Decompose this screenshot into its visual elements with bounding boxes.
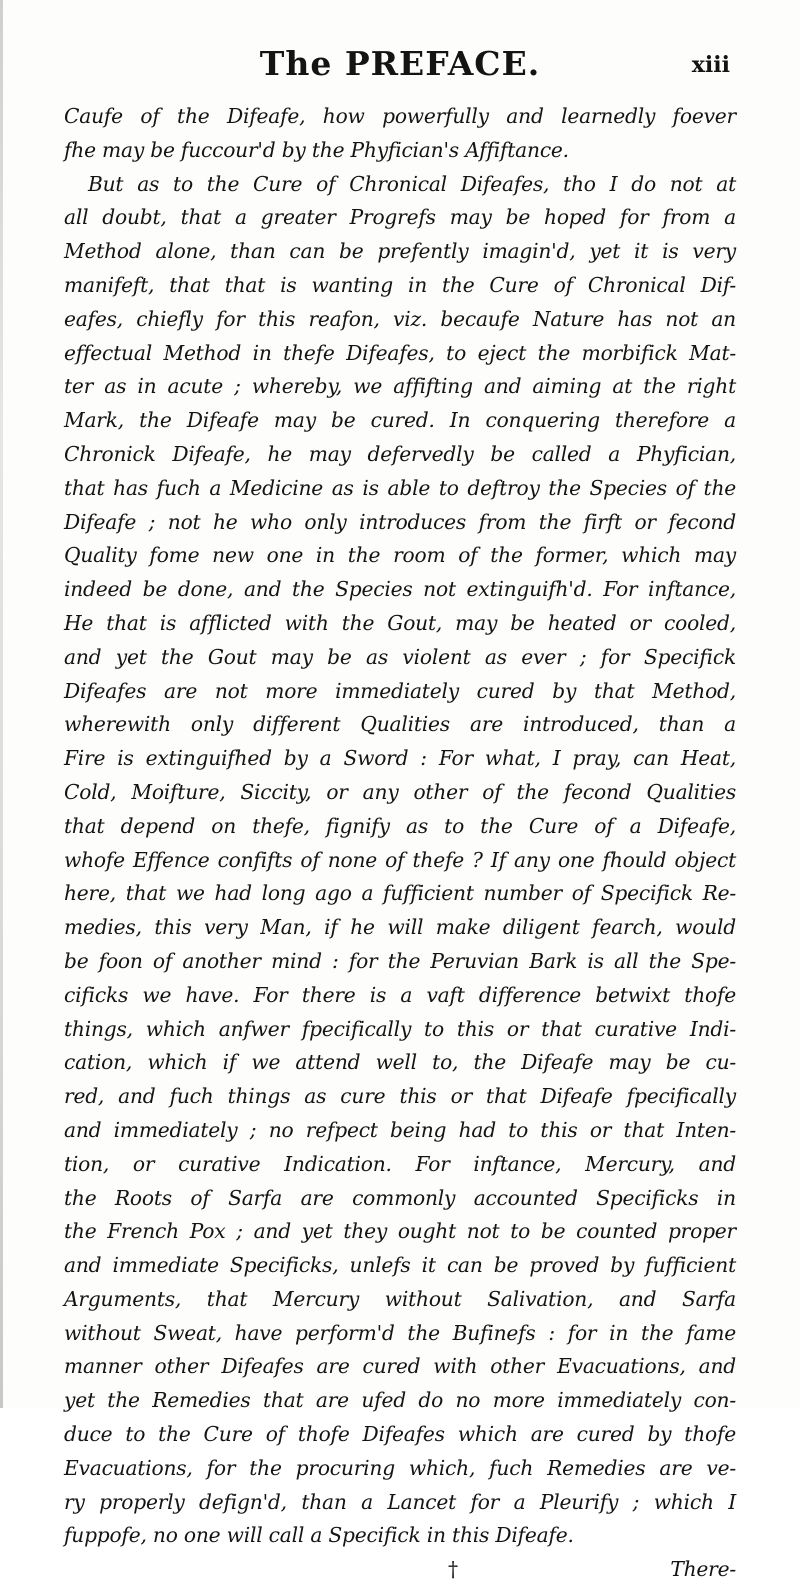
text-line: Fire is extinguifhed by a Sword : For what, I pray, can Heat, bbox=[64, 746, 736, 771]
text-line: fuppofe, no one will call a Specifick in this Difeafe. bbox=[64, 1523, 574, 1548]
text-line: things, which anfwer fpecifically to this or that curative Indi- bbox=[64, 1016, 736, 1041]
text-line: Cold, Moifture, Siccity, or any other of the fecond Qualities bbox=[64, 779, 736, 804]
text-line: Quality fome new one in the room of the former, which may bbox=[64, 543, 736, 568]
text-line: wherewith only different Qualities are introduced, than a bbox=[64, 712, 736, 737]
text-line: Caufe of the Difeafe, how powerfully and learnedly foever bbox=[64, 104, 736, 128]
page-number: xiii bbox=[691, 52, 730, 78]
text-line: tion, or curative Indication. For inftance, Mercury, and bbox=[64, 1151, 736, 1176]
text-line: fhe may be fuccour'd by the Phyfician's Affiftance. bbox=[64, 137, 569, 162]
text-line: Difeafes are not more immediately cured by that Method, bbox=[64, 678, 736, 703]
text-line: indeed be done, and the Species not extinguifh'd. For inftance, bbox=[64, 577, 736, 602]
text-line: without Sweat, have perform'd the Bufinefs : for in the fame bbox=[64, 1320, 736, 1345]
text-line: and immediately ; no refpect being had to this or that Inten- bbox=[64, 1117, 736, 1142]
text-line: that depend on thefe, fignify as to the Cure of a Difeafe, bbox=[64, 813, 736, 838]
text-line: be foon of another mind : for the Peruvian Bark is all the Spe- bbox=[64, 948, 736, 973]
page-edge-shadow bbox=[0, 0, 3, 1408]
text-line: Method alone, than can be prefently imagin'd, yet it is very bbox=[64, 239, 736, 264]
signature-mark: † bbox=[448, 1557, 458, 1582]
text-line: whofe Effence confifts of none of thefe ? If any one fhould object bbox=[64, 847, 736, 872]
text-line: cificks we have. For there is a vaft difference betwixt thofe bbox=[64, 982, 736, 1007]
body-text bbox=[64, 100, 736, 1587]
text-line: the French Pox ; and yet they ought not to be counted proper bbox=[64, 1219, 736, 1244]
text-line: Difeafe ; not he who only introduces from the firft or fecond bbox=[64, 509, 736, 534]
footer-row bbox=[64, 1553, 736, 1587]
text-line: effectual Method in thefe Difeafes, to eject the morbifick Mat- bbox=[64, 340, 736, 365]
text-line: and yet the Gout may be as violent as ever ; for Specifick bbox=[64, 644, 736, 669]
text-line: Mark, the Difeafe may be cured. In conquering therefore a bbox=[64, 408, 736, 433]
text-line: manifeft, that that is wanting in the Cure of Chronical Dif- bbox=[64, 272, 736, 297]
text-line: that has fuch a Medicine as is able to deftroy the Species of the bbox=[64, 475, 736, 500]
catchword: There- bbox=[670, 1557, 736, 1582]
text-line: ter as in acute ; whereby, we affifting and aiming at the right bbox=[64, 374, 736, 399]
text-line: cation, which if we attend well to, the Difeafe may be cu- bbox=[64, 1050, 736, 1075]
text-line: Chronick Difeafe, he may defervedly be called a Phyfician, bbox=[64, 441, 736, 466]
running-title: The PREFACE. bbox=[259, 44, 541, 83]
text-line: eafes, chiefly for this reafon, viz. becaufe Nature has not an bbox=[64, 306, 736, 331]
text-line: here, that we had long ago a fufficient number of Specifick Re- bbox=[64, 881, 736, 906]
text-line: Evacuations, for the procuring which, fuch Remedies are ve- bbox=[64, 1455, 736, 1480]
text-line: the Roots of Sarfa are commonly accounted Specificks in bbox=[64, 1185, 736, 1210]
text-line: medies, this very Man, if he will make diligent fearch, would bbox=[64, 915, 736, 940]
text-line: Arguments, that Mercury without Salivation, and Sarfa bbox=[64, 1286, 736, 1311]
text-line: yet the Remedies that are ufed do no more immediately con- bbox=[64, 1388, 736, 1413]
text-line: But as to the Cure of Chronical Difeafes, tho I do not at bbox=[88, 171, 736, 196]
text-line: and immediate Specificks, unlefs it can be proved by fufficient bbox=[64, 1253, 736, 1278]
text-line: manner other Difeafes are cured with other Evacuations, and bbox=[64, 1354, 736, 1379]
text-line: duce to the Cure of thofe Difeafes which are cured by thofe bbox=[64, 1422, 736, 1447]
text-line: ry properly defign'd, than a Lancet for a Pleurify ; which I bbox=[64, 1489, 736, 1514]
text-line: red, and fuch things as cure this or that Difeafe fpecifically bbox=[64, 1084, 736, 1109]
text-line: all doubt, that a greater Progrefs may be hoped for from a bbox=[64, 205, 736, 230]
text-line: He that is afflicted with the Gout, may be heated or cooled, bbox=[64, 610, 736, 635]
page-header bbox=[64, 40, 736, 90]
